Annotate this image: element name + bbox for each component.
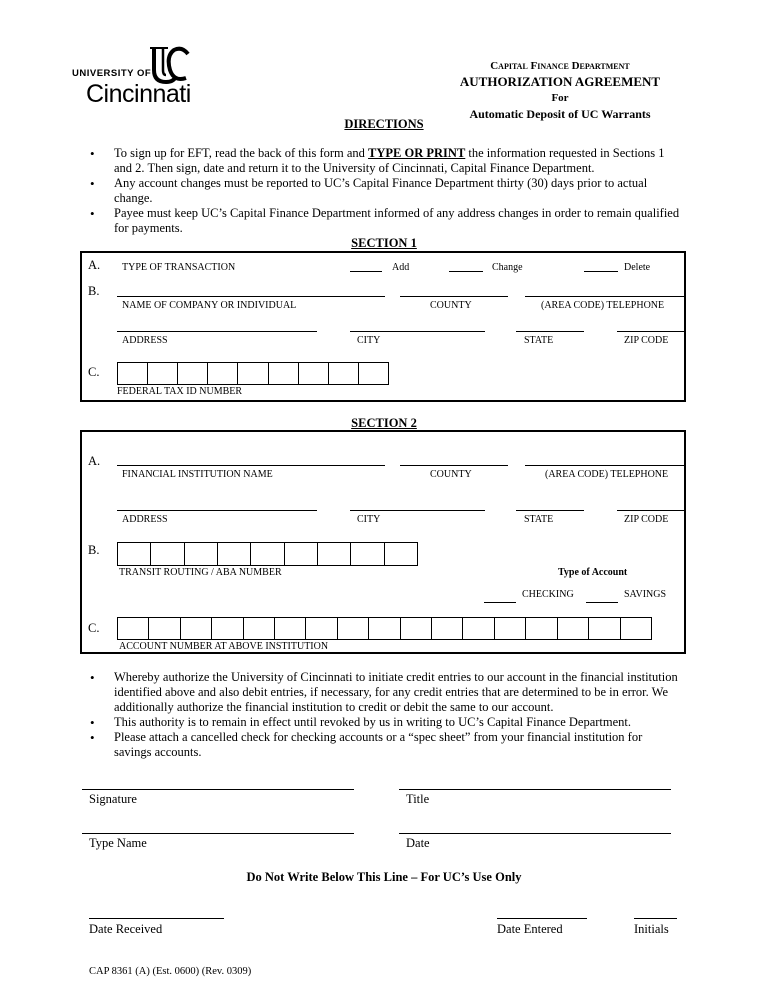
institution-city-field[interactable]: [350, 510, 485, 511]
state-label: STATE: [524, 335, 554, 346]
change-checkbox-line[interactable]: [449, 271, 483, 272]
form-number: CAP 8361 (A) (Est. 0600) (Rev. 0309): [89, 966, 252, 977]
institution-address-label: ADDRESS: [122, 514, 168, 525]
institution-city-label: CITY: [357, 514, 381, 525]
signature-field[interactable]: [82, 789, 354, 790]
city-label: CITY: [357, 335, 381, 346]
zip-label: ZIP CODE: [624, 335, 669, 346]
directions-heading: DIRECTIONS: [344, 117, 424, 131]
company-name-field[interactable]: [117, 296, 385, 297]
form-subtitle: Automatic Deposit of UC Warrants: [469, 107, 651, 121]
tax-id-label: FEDERAL TAX ID NUMBER: [117, 386, 243, 397]
telephone-field[interactable]: [525, 296, 685, 297]
institution-state-label: STATE: [524, 514, 554, 525]
address-label: ADDRESS: [122, 335, 168, 346]
add-option: Add: [392, 262, 410, 273]
account-number-boxes[interactable]: [117, 617, 652, 640]
initials-label: Initials: [634, 922, 669, 936]
direction-item: • Payee must keep UC’s Capital Finance Department informed of any address changes in order to remain qualified for payments.: [90, 206, 680, 236]
institution-zip-label: ZIP CODE: [624, 514, 669, 525]
zip-field[interactable]: [617, 331, 685, 332]
county-field[interactable]: [400, 296, 508, 297]
type-name-field[interactable]: [82, 833, 354, 834]
s1-label-a: A.: [88, 258, 101, 272]
authorization-item: • Please attach a cancelled check for checking accounts or a “spec sheet” from your financial institution for savings accounts.: [90, 730, 680, 760]
s2-label-a: A.: [88, 454, 101, 468]
checking-option: CHECKING: [522, 589, 574, 600]
s1-label-b: B.: [88, 284, 100, 298]
savings-option: SAVINGS: [624, 589, 667, 600]
authorization-item: • This authority is to remain in effect until revoked by us in writing to UC’s Capital Finance Department.: [90, 715, 680, 730]
institution-zip-field[interactable]: [617, 510, 685, 511]
routing-number-label: TRANSIT ROUTING / ABA NUMBER: [119, 567, 282, 578]
institution-state-field[interactable]: [516, 510, 584, 511]
form-title: AUTHORIZATION AGREEMENT: [459, 74, 661, 89]
office-use-notice: Do Not Write Below This Line – For UC’s Use Only: [246, 870, 522, 884]
institution-address-field[interactable]: [117, 510, 317, 511]
section2-heading: SECTION 2: [351, 416, 417, 430]
date-entered-label: Date Entered: [497, 922, 563, 936]
uc-logo: [72, 44, 212, 110]
county-label: COUNTY: [430, 300, 472, 311]
institution-name-label: FINANCIAL INSTITUTION NAME: [122, 469, 273, 480]
date-field[interactable]: [399, 833, 671, 834]
institution-county-label: COUNTY: [430, 469, 472, 480]
authorization-item: • Whereby authorize the University of Cincinnati to initiate credit entries to our account in the financial institution identified above and also debit entries, if necessary, for any credit entries that are determined to be in error. We additionally authorize the financial institution to credit or debit the same to our account.: [90, 670, 680, 715]
institution-telephone-field[interactable]: [525, 465, 685, 466]
s1-label-c: C.: [88, 365, 100, 379]
dept-name: Capital Finance Department: [490, 60, 630, 72]
add-checkbox-line[interactable]: [350, 271, 382, 272]
company-name-label: NAME OF COMPANY OR INDIVIDUAL: [122, 300, 297, 311]
address-field[interactable]: [117, 331, 317, 332]
change-option: Change: [492, 262, 523, 273]
section1-heading: SECTION 1: [351, 236, 417, 250]
date-entered-field: [497, 918, 587, 919]
city-field[interactable]: [350, 331, 485, 332]
logo-cincinnati: Cincinnati: [86, 80, 191, 108]
date-received-field: [89, 918, 224, 919]
savings-checkbox-line[interactable]: [586, 602, 618, 603]
direction-item: • To sign up for EFT, read the back of this form and TYPE OR PRINT the information requested in Sections 1 and 2. Then sign, date and return it to the University of Cincinnati, Capital Finance Department.: [90, 146, 680, 176]
title-field[interactable]: [399, 789, 671, 790]
date-label: Date: [406, 836, 430, 850]
institution-county-field[interactable]: [400, 465, 508, 466]
type-or-print-emphasis: TYPE OR PRINT: [368, 146, 466, 160]
logo-university-of: UNIVERSITY OF: [72, 68, 152, 79]
direction-item: • Any account changes must be reported to UC’s Capital Finance Department thirty (30) days prior to actual change.: [90, 176, 680, 206]
tax-id-boxes[interactable]: [117, 362, 389, 385]
transaction-type-label: TYPE OF TRANSACTION: [122, 262, 236, 273]
initials-field: [634, 918, 677, 919]
state-field[interactable]: [516, 331, 584, 332]
delete-checkbox-line[interactable]: [584, 271, 618, 272]
type-name-label: Type Name: [89, 836, 147, 850]
header-block: [440, 58, 680, 122]
authorization-list: [90, 670, 680, 760]
routing-number-boxes[interactable]: [117, 542, 418, 566]
account-type-label: Type of Account: [558, 567, 628, 578]
title-label: Title: [406, 792, 430, 806]
s2-label-b: B.: [88, 543, 100, 557]
signature-label: Signature: [89, 792, 137, 806]
telephone-label: (AREA CODE) TELEPHONE: [541, 300, 665, 311]
institution-telephone-label: (AREA CODE) TELEPHONE: [545, 469, 669, 480]
account-number-label: ACCOUNT NUMBER AT ABOVE INSTITUTION: [119, 641, 329, 652]
date-received-label: Date Received: [89, 922, 163, 936]
delete-option: Delete: [624, 262, 651, 273]
form-for: For: [551, 92, 569, 104]
s2-label-c: C.: [88, 621, 100, 635]
institution-name-field[interactable]: [117, 465, 385, 466]
checking-checkbox-line[interactable]: [484, 602, 516, 603]
directions-list: [90, 146, 680, 236]
